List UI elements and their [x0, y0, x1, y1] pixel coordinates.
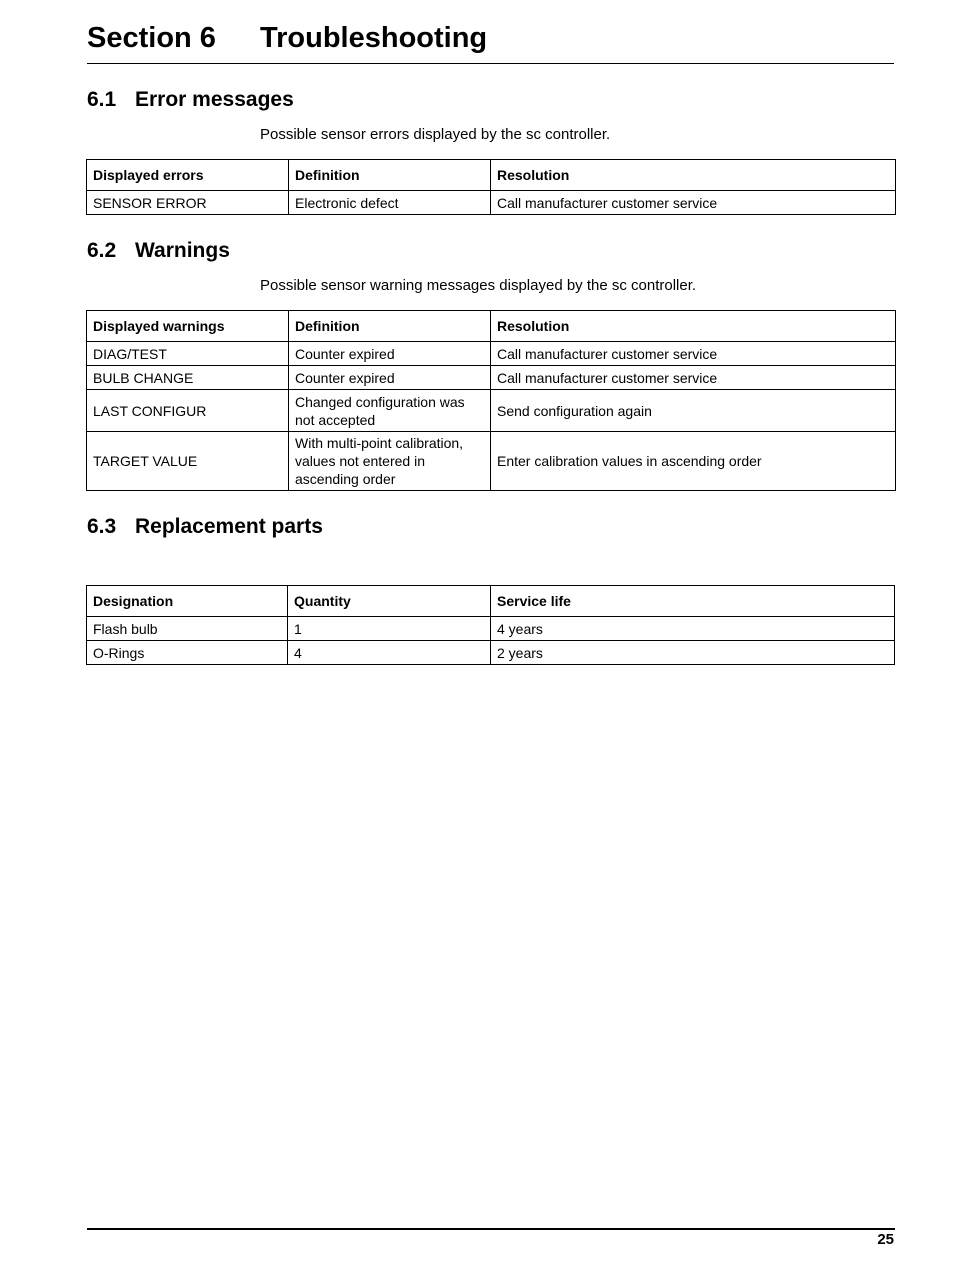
heading-number: 6.2 — [87, 239, 117, 262]
table-cell: 4 — [288, 641, 491, 665]
table-row — [87, 641, 895, 665]
table-row — [87, 366, 896, 390]
table-row — [87, 342, 896, 366]
table-cell: Enter calibration values in ascending order — [491, 432, 896, 491]
table-header-row — [87, 586, 895, 617]
table-cell: With multi-point calibration, values not entered in ascending order — [289, 432, 491, 491]
replacement-parts-table — [86, 585, 895, 665]
table-cell: Call manufacturer customer service — [491, 342, 896, 366]
table-header-row — [87, 311, 896, 342]
table-cell: DIAG/TEST — [87, 342, 289, 366]
warnings-intro-text: Possible sensor warning messages displayed by the sc controller. — [260, 277, 697, 294]
column-header: Quantity — [288, 586, 491, 617]
heading-title: Error messages — [135, 88, 294, 111]
table-cell: LAST CONFIGUR — [87, 390, 289, 432]
table-cell: O-Rings — [87, 641, 288, 665]
table-cell: Counter expired — [289, 366, 491, 390]
table-cell: Send configuration again — [491, 390, 896, 432]
table-cell: Changed configuration was not accepted — [289, 390, 491, 432]
error-intro-text: Possible sensor errors displayed by the sc controller. — [260, 126, 611, 143]
table-cell: TARGET VALUE — [87, 432, 289, 491]
section-number: Section 6 — [87, 22, 216, 54]
table-cell: 4 years — [491, 617, 895, 641]
table-cell: Flash bulb — [87, 617, 288, 641]
heading-title: Replacement parts — [135, 515, 323, 538]
column-header: Resolution — [491, 311, 896, 342]
table-cell: Counter expired — [289, 342, 491, 366]
page-header — [87, 18, 894, 64]
column-header: Designation — [87, 586, 288, 617]
footer-divider — [87, 1228, 895, 1230]
warnings-table — [86, 310, 896, 491]
column-header: Resolution — [491, 160, 896, 191]
heading-error-messages — [87, 88, 294, 112]
column-header: Service life — [491, 586, 895, 617]
heading-title: Warnings — [135, 239, 230, 262]
column-header: Displayed warnings — [87, 311, 289, 342]
table-cell: SENSOR ERROR — [87, 191, 289, 215]
page-number: 25 — [877, 1231, 894, 1248]
column-header: Definition — [289, 160, 491, 191]
table-row — [87, 432, 896, 491]
table-row — [87, 617, 895, 641]
table-cell: 2 years — [491, 641, 895, 665]
table-cell: BULB CHANGE — [87, 366, 289, 390]
table-row — [87, 390, 896, 432]
heading-number: 6.3 — [87, 515, 117, 538]
column-header: Displayed errors — [87, 160, 289, 191]
heading-warnings — [87, 239, 230, 263]
table-cell: 1 — [288, 617, 491, 641]
error-messages-table — [86, 159, 896, 215]
heading-number: 6.1 — [87, 88, 117, 111]
table-row — [87, 191, 896, 215]
section-title: Troubleshooting — [260, 22, 488, 54]
table-header-row — [87, 160, 896, 191]
table-cell: Call manufacturer customer service — [491, 191, 896, 215]
table-cell: Call manufacturer customer service — [491, 366, 896, 390]
column-header: Definition — [289, 311, 491, 342]
table-cell: Electronic defect — [289, 191, 491, 215]
heading-replacement-parts — [87, 515, 323, 539]
